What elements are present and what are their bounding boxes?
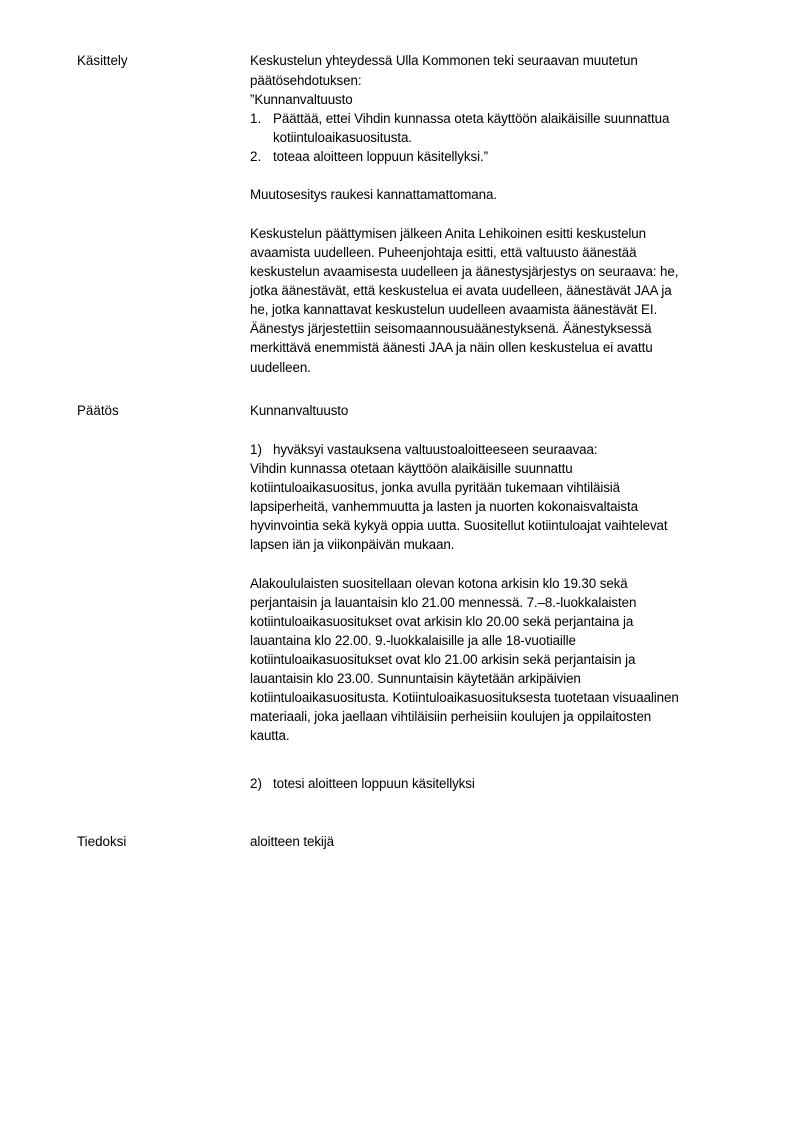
text-line: kotiintuloaikasuositusta. Kotiintuloaikasuosituksesta tuotetaan visuaalinen — [250, 690, 679, 705]
text-line: materiaali, joka jaellaan vihtiläisiin perheisiin koulujen ja oppilaitosten — [250, 709, 652, 724]
text-line: ”Kunnanvaltuusto — [250, 92, 353, 107]
text-line: lauantaina klo 22.00. 9.-luokkalaisille ja alle 18-vuotiaille — [250, 633, 576, 648]
text-line: hyvinvointia sekä kykyä oppia uutta. Suositellut kotiintuloajat vaihtelevat — [250, 518, 668, 533]
text-line: kotiintuloaikasuositukset ovat arkisin klo 20.00 sekä perjantaina ja — [250, 614, 634, 629]
text-line: merkittävä enemmistä äänesti JAA ja näin ollen keskustelua ei avattu — [250, 340, 653, 355]
text-line: lapsiperheitä, vanhemmuutta ja lasten ja nuorten kokonaisvaltaista — [250, 499, 638, 514]
text-line: päätösehdotuksen: — [250, 73, 362, 88]
list-text: toteaa aloitteen loppuun käsitellyksi.” — [273, 149, 488, 164]
section-label-paatos: Päätös — [77, 403, 119, 418]
section-label-tiedoksi: Tiedoksi — [77, 834, 127, 849]
text-line: Vihdin kunnassa otetaan käyttöön alaikäisille suunnattu — [250, 461, 573, 476]
text-line: jotka äänestävät, että keskustelua ei avata uudelleen, äänestävät JAA ja — [250, 283, 672, 298]
list-number: 2. — [250, 149, 262, 164]
text-line: kotiintuloaikasuositukset ovat klo 21.00 arkisin sekä perjantaisin ja — [250, 652, 636, 667]
paragraph-motion-lapsed: Muutosesitys raukesi kannattamattomana. — [250, 187, 497, 202]
text-line: perjantaisin ja lauantaisin klo 21.00 mennessä. 7.–8.-luokkalaisten — [250, 595, 637, 610]
text-line: uudelleen. — [250, 360, 311, 375]
text-line: Äänestys järjestettiin seisomaannousuäänestyksenä. Äänestyksessä — [250, 321, 652, 336]
text-line: kotiintuloaikasuositus, jonka avulla pyritään tukemaan vihtiläisiä — [250, 480, 621, 495]
list-number: 2) — [250, 776, 262, 791]
decision-intro: Kunnanvaltuusto — [250, 403, 349, 418]
section-label-kasittely: Käsittely — [77, 53, 128, 68]
list-text: kotiintuloaikasuositusta. — [273, 130, 412, 145]
text-line: lauantaisin klo 23.00. Sunnuntaisin käytetään arkipäivien — [250, 671, 581, 686]
recipient-text: aloitteen tekijä — [250, 834, 335, 849]
text-line: keskustelun avaamisesta uudelleen ja äänestysjärjestys on seuraava: he, — [250, 264, 679, 279]
text-line: kautta. — [250, 728, 290, 743]
text-line: avaamista uudelleen. Puheenjohtaja esitti, että valtuusto äänestää — [250, 245, 637, 260]
list-number: 1. — [250, 111, 262, 126]
list-text: hyväksyi vastauksena valtuustoaloitteeseen seuraavaa: — [273, 442, 598, 457]
text-line: Keskustelun päättymisen jälkeen Anita Lehikoinen esitti keskustelun — [250, 226, 647, 241]
text-line: Alakoululaisten suositellaan olevan kotona arkisin klo 19.30 sekä — [250, 576, 628, 591]
list-text: Päättää, ettei Vihdin kunnassa oteta käyttöön alaikäisille suunnattua — [273, 111, 670, 126]
text-line: Keskustelun yhteydessä Ulla Kommonen teki seuraavan muutetun — [250, 53, 638, 68]
list-number: 1) — [250, 442, 262, 457]
list-text: totesi aloitteen loppuun käsitellyksi — [273, 776, 475, 791]
text-line: lapsen iän ja viikonpäivän mukaan. — [250, 537, 455, 552]
text-line: he, jotka kannattavat keskustelun uudelleen avaamista äänestävät EI. — [250, 302, 658, 317]
